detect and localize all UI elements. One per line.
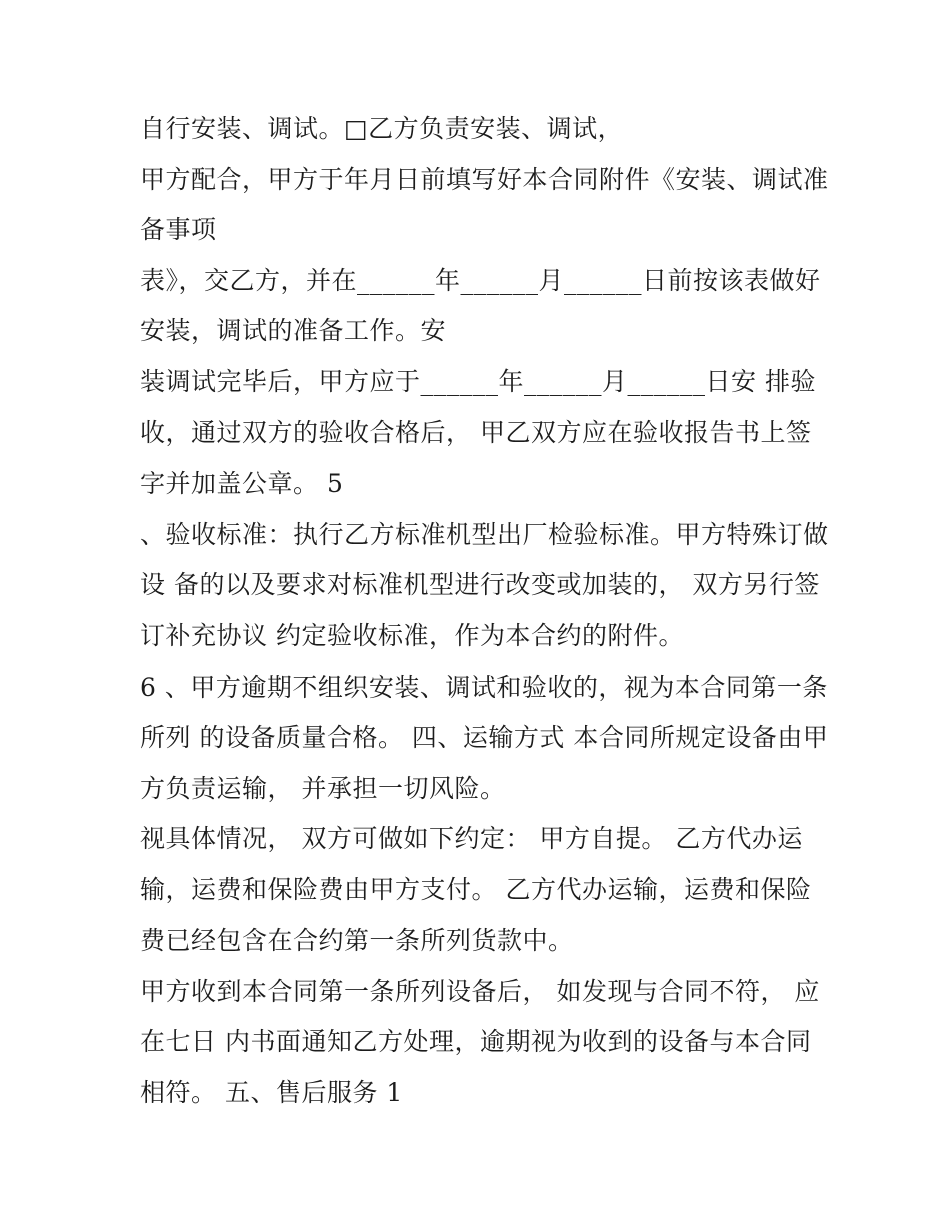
text-line: 、验收标准：执行乙方标准机型出厂检验标准。甲方特殊订做 [140,520,829,549]
text-line: 视具体情况， 双方可做如下约定： 甲方自提。 乙方代办运 [140,824,803,853]
text-line: 方负责运输， 并承担一切风险。 [140,774,506,803]
text-line: 输，运费和保险费由甲方支付。 乙方代办运输，运费和保险 [140,875,812,904]
text-line: 表》，交乙方，并在______年______月______日前按该表做好 [140,266,821,295]
text-line: 装调试完毕后，甲方应于______年______月______日安 排验 [140,367,816,396]
text-line: 字并加盖公章。 5 [140,469,344,498]
text-line: 安装，调试的准备工作。安 [140,316,447,345]
text-line: 甲方配合，甲方于年月日前填写好本合同附件《安装、调试准 [140,165,829,194]
text-line: 在七日 内书面通知乙方处理，逾期视为收到的设备与本合同 [140,1027,812,1056]
text-line: 费已经包含在合约第一条所列货款中。 [140,926,574,955]
text-line: 订补充协议 约定验收标准，作为本合约的附件。 [140,621,684,650]
text-line: 设 备的以及要求对标准机型进行改变或加装的， 双方另行签 [140,570,820,599]
text-line: 甲方收到本合同第一条所列设备后， 如发现与合同不符， 应 [140,977,820,1006]
text-line: 收，通过双方的验收合格后， 甲乙双方应在验收报告书上签 [140,418,812,447]
text-line: 自行安装、调试。□乙方负责安装、调试， [140,114,624,143]
text-line: 相符。 五、售后服务 1 [140,1078,403,1107]
text-line: 备事项 [140,215,217,244]
text-line: 6 、甲方逾期不组织安装、调试和验收的，视为本合同第一条 [140,673,828,702]
text-line: 所列 的设备质量合格。 四、运输方式 本合同所规定设备由甲 [140,723,829,752]
